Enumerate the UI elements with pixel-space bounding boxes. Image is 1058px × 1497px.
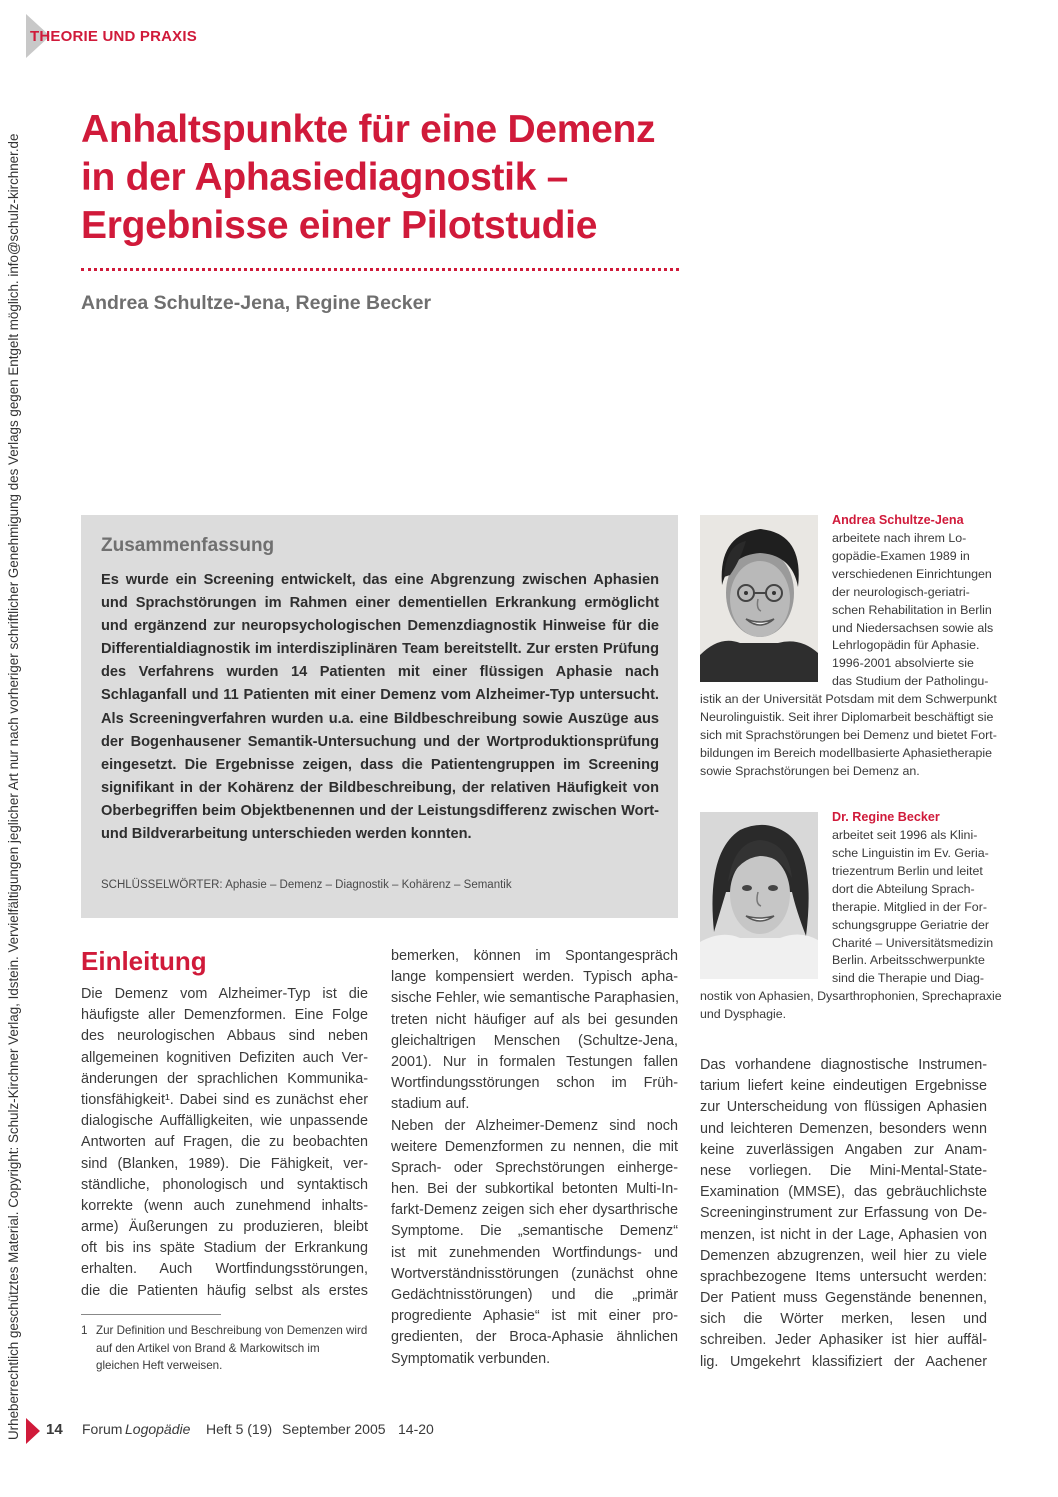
body-line: Das vorhandene diagnostische Instrumen- bbox=[700, 1057, 987, 1073]
bio1-line: schen Rehabilitation in Berlin bbox=[832, 603, 992, 617]
body-line: Symptomatik verbunden. bbox=[391, 1350, 551, 1367]
body-line: bemerken, können im Spontangespräch bbox=[391, 948, 678, 964]
body-line: Der Patient muss Gegenstände benennen, bbox=[700, 1290, 987, 1307]
body-line: hen. Bei der subkortikal betonten Multi-In- bbox=[391, 1181, 678, 1198]
footnote-line: gleichen Heft verweisen. bbox=[96, 1359, 223, 1373]
bio1-line: sich mit Sprachstörungen bei Demenz und bietet Fort- bbox=[700, 728, 997, 742]
body-line: treten nicht häufiger auf als bei gesunden bbox=[391, 1011, 678, 1028]
body-line: Wortfindungsstörungen schon im Früh- bbox=[391, 1075, 678, 1092]
bio2-line: Berlin. Arbeitsschwerpunkte bbox=[832, 953, 985, 967]
body-line: die die Patienten häufig selbst als erstes bbox=[81, 1282, 368, 1299]
body-line: Screeninginstrument zur Erfassung von De- bbox=[700, 1205, 987, 1222]
abstract-body: Es wurde ein Screening entwickelt, das eine Abgrenzung zwischen Aphasien und Sprachstörungen im Rahmen einer dementiellen Erkrankung ermöglicht und ergänzend zur neuropsychologischen Demenzdiagnostik Hinweise für die Differentialdiagnostik im interdisziplinären Team bereitstellt. Zur ersten Prüfung des Verfahrens wurden 14 Patienten mit einer flüssigen Aphasie nach Schlaganfall und 11 Patienten mit einer Demenz vom Alzheimer-Typ untersucht. Als Screeningverfahren wurden u.a. eine Bildbeschreibung sowie Auszüge aus der Bogenhausener Semantik-Untersuchung und der Wortproduktionsprüfung eingesetzt. Die Ergebnisse zeigen, dass die Patientengruppen im Screening signifikant in der Kohärenz der Bildbeschreibung, der relativen Häufigkeit von Oberbegriffen beim Objektbenennen und der Leistungsdifferenz zwischen Wort- und Bildverarbeitung unterschieden werden konnten. bbox=[101, 572, 659, 843]
body-line: Wortverständnisstörungen (zunächst ohne bbox=[391, 1265, 678, 1282]
body-line: lig. Umgekehrt klassifiziert der Aachener bbox=[700, 1353, 987, 1370]
body-line: korrekte (wenn auch zunehmend inhalts- bbox=[81, 1197, 368, 1214]
title-line: in der Aphasiediagnostik – bbox=[81, 156, 569, 199]
keywords bbox=[101, 879, 512, 891]
bio1-line: das Studium der Patholingu- bbox=[832, 674, 989, 688]
author-photo-becker bbox=[700, 812, 818, 979]
copyright-notice: Urheberrechtlich geschütztes Material. Copyright: Schulz-Kirchner Verlag, Idstein. Vervielfältigungen jeglicher Art nur nach vorheriger schriftlicher Genehmigung des Verlags gegen Entgelt möglich. info@schulz-kirchner.de bbox=[6, 133, 21, 1440]
body-line: ist mit zunehmenden Wortfindungs- und bbox=[391, 1244, 678, 1261]
body-line: sich die Wörter merken, lesen und bbox=[700, 1311, 987, 1328]
bio1-line: verschiedenen Einrichtungen bbox=[832, 567, 992, 581]
bio1-line: bildungen im Bereich modellbasierte Aphasietherapie bbox=[700, 746, 993, 760]
footnote-line: Zur Definition und Beschreibung von Demenzen wird bbox=[96, 1324, 368, 1337]
body-line: Symptome. Die „semantische Demenz“ bbox=[391, 1223, 678, 1240]
bio1-name: Andrea Schultze-Jena bbox=[832, 513, 964, 527]
keywords-list: Aphasie – Demenz – Diagnostik – Kohärenz – Semantik bbox=[225, 879, 512, 891]
body-line: tionsfähigkeit¹. Dabei sind es zunächst eher bbox=[81, 1091, 368, 1108]
bio2-line: arbeitet seit 1996 als Klini- bbox=[832, 828, 978, 842]
body-line: erhalten. Auch Wortfindungsstörungen, bbox=[81, 1261, 368, 1278]
abstract-box bbox=[81, 515, 678, 918]
footnote bbox=[81, 1322, 371, 1382]
body-line: allgemeinen kognitiven Defiziten auch Ver- bbox=[81, 1049, 368, 1066]
bio1-line: istik an der Universität Potsdam mit dem Schwerpunkt bbox=[700, 692, 997, 706]
body-line: sische Fehler, wie semantische Paraphasien, bbox=[391, 990, 679, 1007]
bio1-line: Neurolinguistik. Seit ihrer Diplomarbeit beschäftigt sie bbox=[700, 710, 994, 724]
body-line: menzen, ist nicht in der Lage, Aphasien von bbox=[700, 1226, 987, 1243]
body-line: keine zuverlässigen Angaben zur Anam- bbox=[700, 1141, 987, 1158]
bio2-line: sind die Therapie und Diag- bbox=[832, 971, 984, 985]
keywords-label: SCHLÜSSELWÖRTER: bbox=[101, 879, 223, 891]
body-line: Antworten auf Fragen, die zu beobachten bbox=[81, 1134, 368, 1151]
footer-pages: 14-20 bbox=[398, 1421, 434, 1437]
footnote-rule bbox=[81, 1314, 221, 1315]
bio2-line: therapie. Mitglied in der For- bbox=[832, 900, 987, 914]
body-line: zur Unterscheidung von flüssigen Aphasien bbox=[700, 1099, 987, 1116]
bio1-line: 1996-2001 absolvierte sie bbox=[832, 656, 974, 670]
bio2-line: nostik von Aphasien, Dysarthrophonien, Sprechapraxie bbox=[700, 989, 1002, 1003]
body-line: Sprach- oder Sprechstörungen einherge- bbox=[391, 1159, 678, 1176]
bio1-line: sowie Sprachstörungen bei Demenz an. bbox=[700, 764, 920, 778]
bio1-line: Lehrlogopädin für Aphasie. bbox=[832, 638, 980, 652]
bio1-line: gopädie-Examen 1989 in bbox=[832, 549, 970, 563]
footer-date: September 2005 bbox=[282, 1421, 386, 1437]
body-line: häufigste aller Demenzformen. Eine Folge bbox=[81, 1007, 368, 1024]
body-line: Examination (MMSE), das gebräuchlichste bbox=[700, 1184, 987, 1201]
body-line: weitere Demenzformen zu nennen, die mit bbox=[391, 1138, 678, 1155]
footer-marker-triangle bbox=[26, 1418, 40, 1444]
footer-journal: Logopädie bbox=[125, 1421, 191, 1437]
bio2-line: und Dysphagie. bbox=[700, 1007, 787, 1021]
bio2-name: Dr. Regine Becker bbox=[832, 810, 940, 824]
body-line: und leichteren Demenzen, besonders wenn bbox=[700, 1120, 987, 1137]
body-line: progrediente Aphasie“ ist mit einer pro- bbox=[391, 1308, 678, 1325]
body-line: ständliche, phonologisch und syntaktisch bbox=[81, 1176, 368, 1193]
title-line: Ergebnisse einer Pilotstudie bbox=[81, 204, 598, 247]
body-line: gleichaltrigen Menschen (Schultze-Jena, bbox=[391, 1032, 678, 1049]
bio1-line: arbeitete nach ihrem Lo- bbox=[832, 531, 967, 545]
body-line: dialogische Auffälligkeiten, wie unpassende bbox=[81, 1113, 368, 1130]
body-column-3 bbox=[700, 1055, 987, 1373]
body-line: 2001). Nur in formalen Testungen fallen bbox=[391, 1053, 678, 1070]
article-title bbox=[81, 106, 721, 250]
bio2-line: Charité – Universitätsmedizin bbox=[832, 936, 994, 950]
body-column-2 bbox=[391, 946, 678, 1370]
body-line: Demenzen abzugrenzen, weil hier zu viele bbox=[700, 1247, 987, 1264]
body-column-1 bbox=[81, 984, 368, 1302]
body-line: sind (Blanken, 1989). Die Fähigkeit, ver- bbox=[81, 1155, 368, 1172]
bio2-line: schungsgruppe Geriatrie der bbox=[832, 918, 990, 932]
section-heading-einleitung: Einleitung bbox=[81, 946, 207, 976]
footnote-line: auf den Artikel von Brand & Markowitsch im bbox=[96, 1341, 320, 1355]
author-photo-schultze-jena bbox=[700, 515, 818, 682]
footer-issue: Heft 5 (19) bbox=[206, 1421, 273, 1437]
body-line: gredienten, der Broca-Aphasie ähnlichen bbox=[391, 1329, 678, 1346]
title-divider bbox=[81, 268, 679, 271]
bio1-line: der neurologisch-geriatri- bbox=[832, 585, 970, 599]
body-line: stadium auf. bbox=[391, 1096, 470, 1113]
bio2-line: triezentrum Berlin und leitet bbox=[832, 864, 983, 878]
section-tag: THEORIE UND PRAXIS bbox=[30, 28, 197, 45]
footnote-number: 1 bbox=[81, 1324, 88, 1337]
body-line: oft bis ins späte Stadium der Erkrankung bbox=[81, 1240, 368, 1257]
body-line: schreiben. Jeder Aphasiker ist hier auffäl- bbox=[700, 1332, 987, 1349]
body-line: des neurologischen Abbaus sind neben bbox=[81, 1028, 368, 1045]
bio1-line: und Niedersachsen sowie als bbox=[832, 621, 994, 635]
body-line: Gedächtnisstörungen) und die „primär bbox=[391, 1287, 678, 1303]
body-line: nese vorliegen. Die Mini-Mental-State- bbox=[700, 1162, 987, 1179]
footer-page-number: 14 bbox=[46, 1421, 63, 1438]
body-line: sprachbezogene Items untersucht werden: bbox=[700, 1268, 987, 1285]
body-line: änderungen der sprachlichen Kommunika- bbox=[81, 1070, 368, 1087]
bio2-line: sche Linguistin im Ev. Geria- bbox=[832, 846, 989, 860]
body-line: farkt-Demenz zeigen sich eher dysarthrische bbox=[391, 1202, 678, 1219]
body-line: Neben der Alzheimer-Demenz sind noch bbox=[391, 1117, 678, 1134]
body-line: arme) Äußerungen zu produzieren, bleibt bbox=[81, 1219, 368, 1236]
footer-forum: Forum bbox=[82, 1421, 123, 1437]
article-authors: Andrea Schultze-Jena, Regine Becker bbox=[81, 292, 432, 314]
abstract-heading: Zusammenfassung bbox=[101, 535, 275, 556]
body-line: tarium liefert keine eindeutigen Ergebnisse bbox=[700, 1078, 987, 1095]
bio2-line: dort die Abteilung Sprach- bbox=[832, 882, 975, 896]
body-line: Die Demenz vom Alzheimer-Typ ist die bbox=[81, 986, 368, 1002]
title-line: Anhaltspunkte für eine Demenz bbox=[81, 108, 656, 151]
body-line: lange kompensiert werden. Typisch apha- bbox=[391, 969, 678, 986]
